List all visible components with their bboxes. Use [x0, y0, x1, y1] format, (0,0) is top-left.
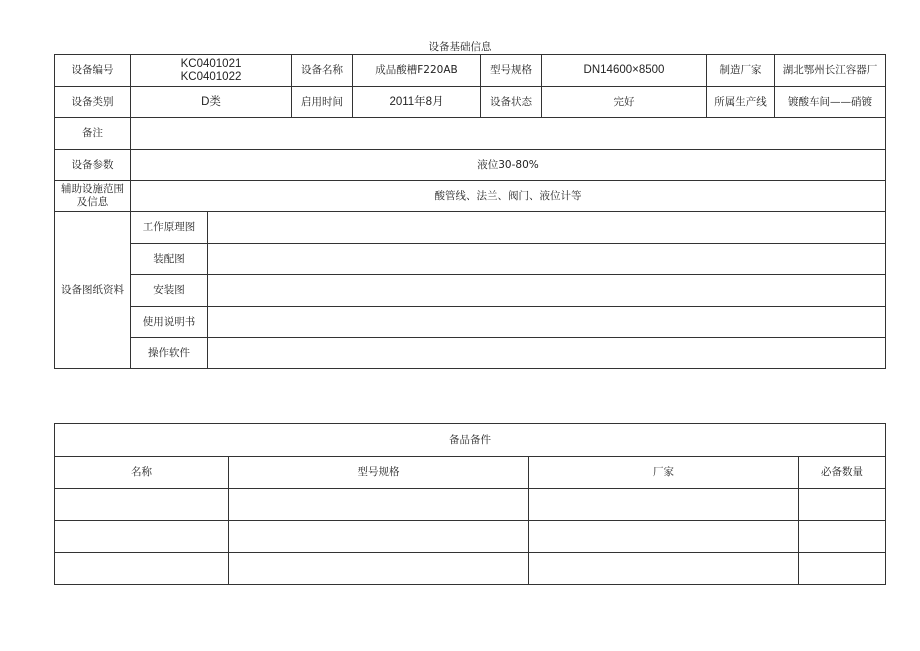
spare-name-cell — [55, 553, 229, 585]
equipment-name-label: 设备名称 — [292, 55, 353, 87]
aux-label-line-2: 及信息 — [76, 196, 109, 208]
table-row — [55, 489, 886, 521]
spares-header-model: 型号规格 — [229, 457, 529, 489]
aux-row — [55, 181, 886, 212]
drawing-value — [208, 212, 886, 244]
spare-maker-cell — [529, 553, 799, 585]
spare-maker-cell — [529, 521, 799, 553]
params-row — [55, 150, 886, 181]
drawing-value — [208, 244, 886, 275]
spare-model-cell — [229, 521, 529, 553]
start-date-label: 启用时间 — [292, 87, 353, 118]
drawing-label: 安装图 — [131, 275, 208, 307]
start-date-value: 2011年8月 — [353, 87, 481, 118]
spare-quantity-cell — [799, 489, 886, 521]
drawings-label: 设备图纸资料 — [55, 212, 131, 369]
drawing-value — [208, 275, 886, 307]
info-row-2 — [55, 87, 886, 118]
spares-header-quantity: 必备数量 — [799, 457, 886, 489]
drawing-row — [55, 307, 886, 338]
manufacturer-value: 湖北鄂州长江容器厂 — [775, 55, 886, 87]
drawing-value — [208, 307, 886, 338]
spare-model-cell — [229, 553, 529, 585]
spares-title-row — [55, 424, 886, 457]
info-row-1 — [55, 55, 886, 87]
equipment-status-value: 完好 — [542, 87, 707, 118]
spare-name-cell — [55, 521, 229, 553]
drawing-label: 工作原理图 — [131, 212, 208, 244]
equipment-info-table — [54, 54, 886, 369]
model-spec-label: 型号规格 — [481, 55, 542, 87]
remark-value — [131, 118, 886, 150]
drawing-label: 操作软件 — [131, 338, 208, 369]
equipment-name-value: 成品酸槽F220AB — [353, 55, 481, 87]
spare-parts-table — [54, 423, 886, 585]
spares-header-name: 名称 — [55, 457, 229, 489]
drawing-row — [55, 275, 886, 307]
spare-model-cell — [229, 489, 529, 521]
spare-quantity-cell — [799, 553, 886, 585]
document-title: 设备基础信息 — [428, 41, 492, 53]
drawing-value — [208, 338, 886, 369]
equipment-code-value — [131, 55, 292, 87]
aux-label-line-1: 辅助设施范围 — [61, 183, 124, 195]
spares-header-row — [55, 457, 886, 489]
equipment-code-1: KC0401021 — [180, 57, 242, 70]
drawing-label: 装配图 — [131, 244, 208, 275]
params-value: 液位30-80% — [131, 150, 886, 181]
equipment-category-label: 设备类别 — [55, 87, 131, 118]
spare-name-cell — [55, 489, 229, 521]
table-row — [55, 553, 886, 585]
equipment-code-2: KC0401022 — [180, 70, 242, 83]
aux-value: 酸管线、法兰、阀门、液位计等 — [131, 181, 886, 212]
aux-label — [55, 181, 131, 212]
production-line-value: 镀酸车间——硝镀 — [775, 87, 886, 118]
spare-maker-cell — [529, 489, 799, 521]
table-row — [55, 521, 886, 553]
spares-header-maker: 厂家 — [529, 457, 799, 489]
remark-label: 备注 — [55, 118, 131, 150]
manufacturer-label: 制造厂家 — [707, 55, 775, 87]
equipment-category-value: D类 — [131, 87, 292, 118]
spares-title: 备品备件 — [55, 424, 886, 457]
drawing-label: 使用说明书 — [131, 307, 208, 338]
model-spec-value: DN14600×8500 — [542, 55, 707, 87]
spare-quantity-cell — [799, 521, 886, 553]
production-line-label: 所属生产线 — [707, 87, 775, 118]
drawing-row — [55, 338, 886, 369]
equipment-code-label: 设备编号 — [55, 55, 131, 87]
drawing-row — [55, 212, 886, 244]
params-label: 设备参数 — [55, 150, 131, 181]
drawing-row — [55, 244, 886, 275]
remark-row — [55, 118, 886, 150]
equipment-status-label: 设备状态 — [481, 87, 542, 118]
